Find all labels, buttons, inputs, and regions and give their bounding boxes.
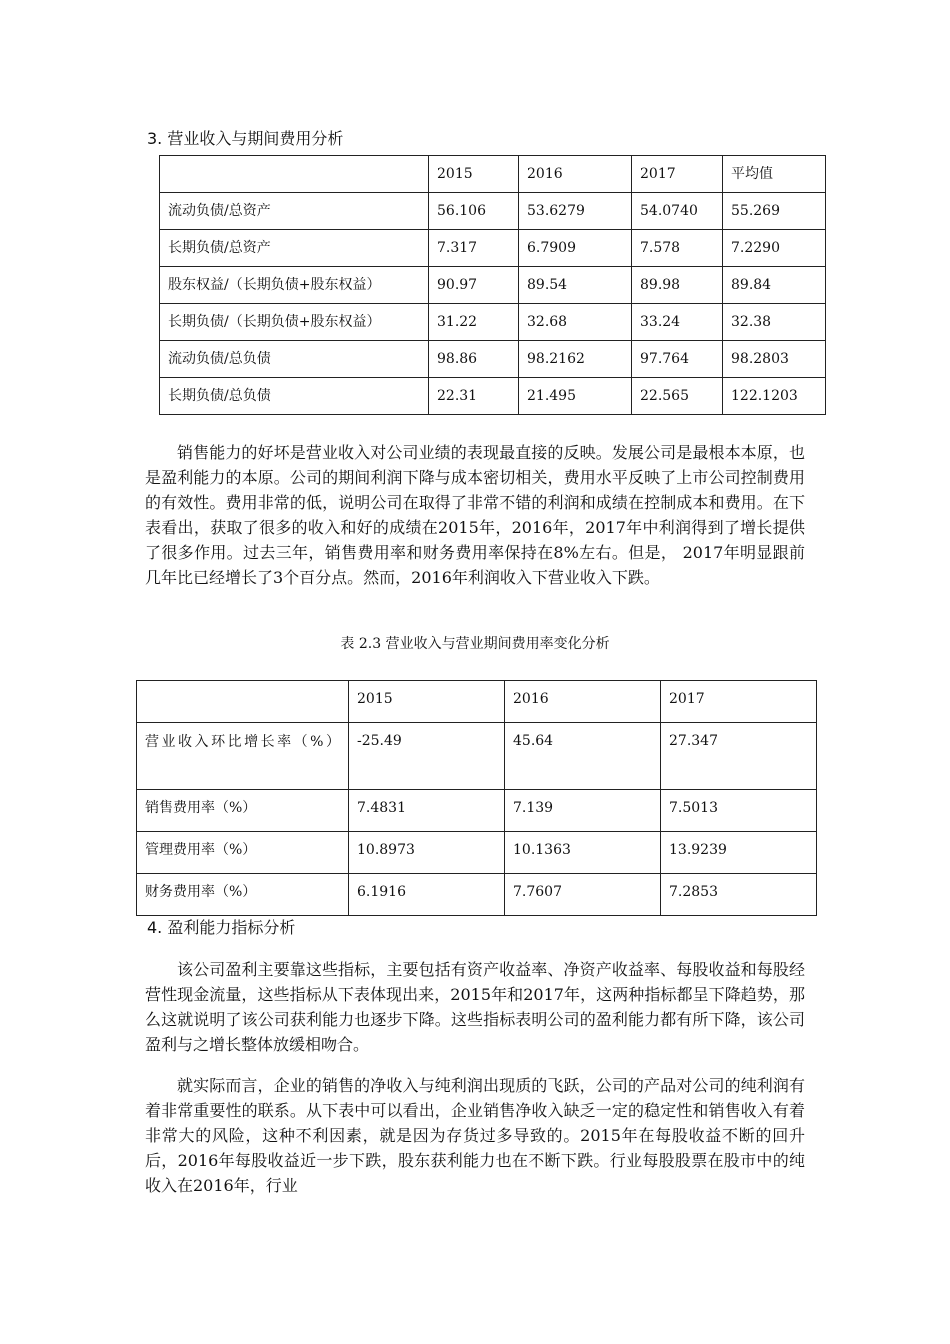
table-cell: 89.54 [519, 267, 632, 304]
table-cell: 45.64 [505, 723, 661, 790]
table-cell: 6.1916 [349, 874, 505, 916]
table-row [160, 230, 826, 267]
row-label: 长期负债/（长期负债+股东权益） [160, 304, 429, 341]
table-row [137, 790, 817, 832]
table-cell: 56.106 [429, 193, 519, 230]
row-label: 营业收入环比增长率（%） [137, 723, 349, 790]
row-label: 财务费用率（%） [137, 874, 349, 916]
section-4-heading: 4. 盈利能力指标分析 [147, 918, 296, 937]
revenue-expense-table [136, 680, 817, 916]
table-cell: 53.6279 [519, 193, 632, 230]
table-cell: 22.31 [429, 378, 519, 415]
table-header-cell [160, 156, 429, 193]
table-header-cell: 2017 [661, 681, 817, 723]
table-cell: 90.97 [429, 267, 519, 304]
table-cell: 10.8973 [349, 832, 505, 874]
table-row [160, 193, 826, 230]
liability-ratio-table [159, 155, 826, 415]
row-label: 长期负债/总资产 [160, 230, 429, 267]
row-label: 流动负债/总负债 [160, 341, 429, 378]
table-cell: 7.578 [632, 230, 723, 267]
table-header-cell: 2015 [349, 681, 505, 723]
table-header-cell: 2015 [429, 156, 519, 193]
table-cell: 7.2853 [661, 874, 817, 916]
table-cell: 7.4831 [349, 790, 505, 832]
table-cell: 98.2162 [519, 341, 632, 378]
table-cell: 27.347 [661, 723, 817, 790]
table-cell: 122.1203 [723, 378, 826, 415]
table-header-cell [137, 681, 349, 723]
table-cell: 55.269 [723, 193, 826, 230]
table-cell: 6.7909 [519, 230, 632, 267]
table-cell: 10.1363 [505, 832, 661, 874]
table-header-cell: 2017 [632, 156, 723, 193]
paragraph-net-income: 就实际而言，企业的销售的净收入与纯利润出现质的飞跃，公司的产品对公司的纯利润有着非常重要性的联系。从下表中可以看出，企业销售净收入缺乏一定的稳定性和销售收入有着非常大的风险，这种不利因素，就是因为存货过多导致的。2015年在每股收益不断的回升后，2016年每股收益近一步下跌，股东获利能力也在不断下跌。行业每股股票在股市中的纯收入在2016年，行业 [145, 1076, 805, 1195]
table-row [160, 267, 826, 304]
row-label: 流动负债/总资产 [160, 193, 429, 230]
table-caption: 表 2.3 营业收入与营业期间费用率变化分析 [340, 636, 610, 652]
table-header-row [137, 681, 817, 723]
table-row [137, 723, 817, 790]
table-row [137, 832, 817, 874]
table-cell: 7.2290 [723, 230, 826, 267]
table-cell: 21.495 [519, 378, 632, 415]
row-label: 股东权益/（长期负债+股东权益） [160, 267, 429, 304]
table-header-cell: 2016 [519, 156, 632, 193]
table-cell: 98.2803 [723, 341, 826, 378]
table-cell: 7.317 [429, 230, 519, 267]
table-header-cell: 平均值 [723, 156, 826, 193]
table-row [160, 378, 826, 415]
row-label: 管理费用率（%） [137, 832, 349, 874]
table-cell: 32.68 [519, 304, 632, 341]
table-row [137, 874, 817, 916]
table-cell: 7.5013 [661, 790, 817, 832]
table-cell: 7.139 [505, 790, 661, 832]
table-cell: 22.565 [632, 378, 723, 415]
table-cell: 54.0740 [632, 193, 723, 230]
table-header-cell: 2016 [505, 681, 661, 723]
section-3-heading: 3. 营业收入与期间费用分析 [147, 129, 344, 148]
table-cell: 7.7607 [505, 874, 661, 916]
paragraph-profit-indicators: 该公司盈利主要靠这些指标，主要包括有资产收益率、净资产收益率、每股收益和每股经营性现金流量，这些指标从下表体现出来，2015年和2017年，这两种指标都呈下降趋势，那么这就说明了该公司获利能力也逐步下降。这些指标表明公司的盈利能力都有所下降，该公司盈利与之增长整体放缓相吻合。 [145, 960, 805, 1054]
table-header-row [160, 156, 826, 193]
table-cell: 33.24 [632, 304, 723, 341]
table-cell: 89.84 [723, 267, 826, 304]
table-cell: 13.9239 [661, 832, 817, 874]
table-cell: 89.98 [632, 267, 723, 304]
table-cell: 98.86 [429, 341, 519, 378]
table-row [160, 341, 826, 378]
row-label: 长期负债/总负债 [160, 378, 429, 415]
table-cell: -25.49 [349, 723, 505, 790]
row-label: 销售费用率（%） [137, 790, 349, 832]
table-cell: 31.22 [429, 304, 519, 341]
table-cell: 32.38 [723, 304, 826, 341]
table-row [160, 304, 826, 341]
table-cell: 97.764 [632, 341, 723, 378]
paragraph-sales-capability: 销售能力的好坏是营业收入对公司业绩的表现最直接的反映。发展公司是最根本本原，也是盈利能力的本原。公司的期间利润下降与成本密切相关，费用水平反映了上市公司控制费用的有效性。费用非常的低，说明公司在取得了非常不错的利润和成绩在控制成本和费用。在下表看出，获取了很多的收入和好的成绩在2015年，2016年，2017年中利润得到了增长提供了很多作用。过去三年，销售费用率和财务费用率保持在8%左右。但是， 2017年明显跟前几年比已经增长了3个百分点。然而，2016年利润收入下营业收入下跌。 [145, 443, 805, 587]
